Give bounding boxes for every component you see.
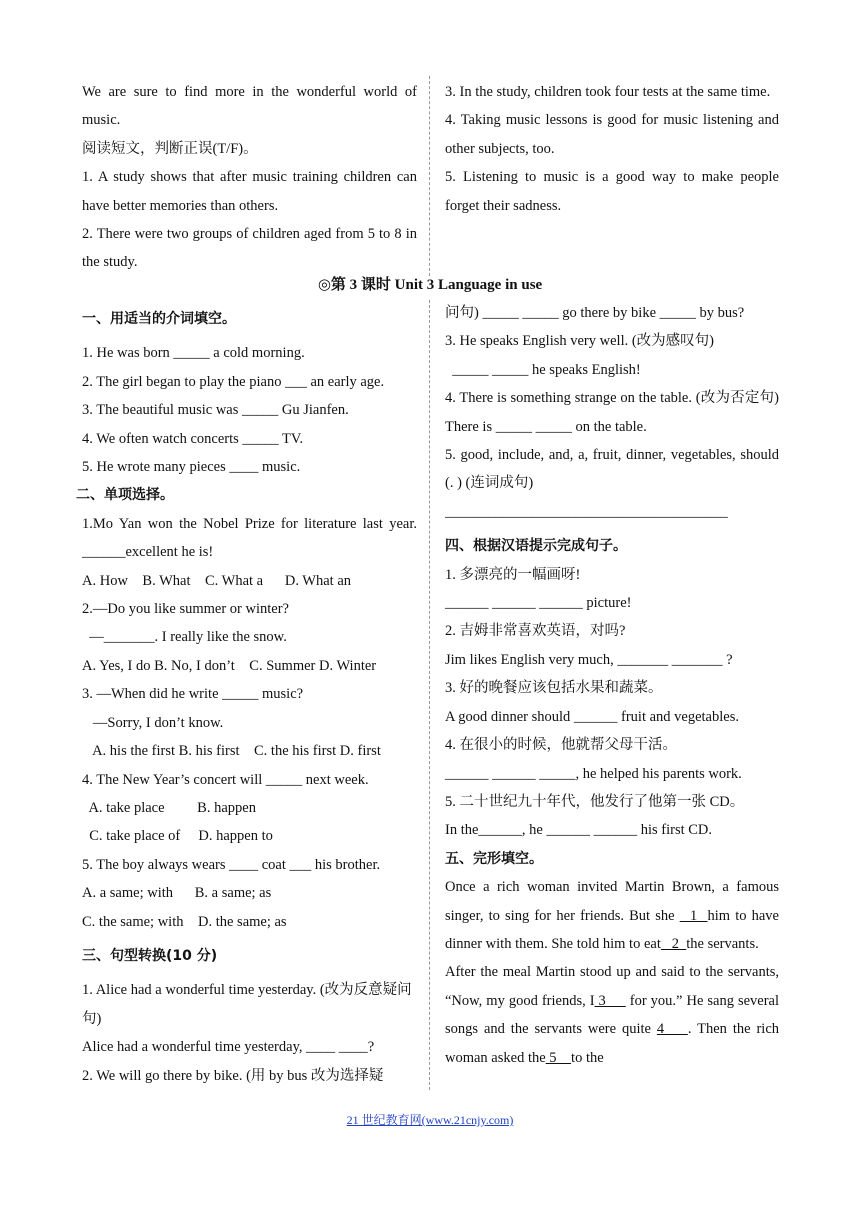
part1-item: 4. We often watch concerts _____ TV.	[82, 430, 304, 447]
part4-item-3-blank: A good dinner should ______ fruit and vegetables.	[445, 708, 739, 725]
part3-item-5: 5. good, include, and, a, fruit, dinner, vegetables, should (. ) (连词成句)	[445, 447, 779, 492]
column-divider	[429, 76, 430, 276]
part3-item-5-blank: _______________________________________	[445, 503, 728, 520]
bottom-left-column	[76, 305, 417, 1090]
cloze-blank-5: 5	[545, 1049, 572, 1066]
part4-item-4: 4. 在很小的时候，他就帮父母干活。	[445, 737, 677, 754]
part1-item: 3. The beautiful music was _____ Gu Jianfen.	[82, 402, 349, 419]
part2-options: A. his the first B. his first C. the his first D. first	[82, 743, 381, 760]
tf-item-1: 1. A study shows that after music training children can have better memories than others.	[82, 169, 417, 214]
part2-options: A. Yes, I do B. No, I don’t C. Summer D. Winter	[82, 657, 377, 674]
cloze-paragraph-1: Once a rich woman invited Martin Brown, a famous singer, to sing for her friends. But she 1 him to have dinner with them. She told him to eat 2 the servants.	[445, 879, 779, 952]
part3-item-4: 4. There is something strange on the table. (改为否定句) There is _____ _____ on the table.	[445, 390, 779, 435]
column-divider	[429, 300, 430, 1090]
part4-item-3: 3. 好的晚餐应该包括水果和蔬菜。	[445, 680, 663, 697]
part2-q5: 5. The boy always wears ____ coat ___ his brother.	[82, 856, 381, 873]
part2-options: A. take place B. happen	[82, 799, 256, 816]
tf-item-3: 3. In the study, children took four tests at the same time.	[445, 84, 771, 100]
part4-item-1: 1. 多漂亮的一幅画呀!	[445, 566, 581, 583]
part2-q4: 4. The New Year’s concert will _____ next week.	[82, 771, 369, 788]
part2-q2: 2.—Do you like summer or winter?	[82, 601, 289, 618]
part3-item-3-blank: _____ _____ he speaks English!	[445, 361, 641, 378]
cloze-blank-2: 2	[660, 935, 687, 952]
part1-item: 5. He wrote many pieces ____ music.	[82, 459, 301, 476]
part4-item-2-blank: Jim likes English very much, _______ _______ ?	[445, 651, 733, 668]
tf-item-2: 2. There were two groups of children aged from 5 to 8 in the study.	[82, 226, 417, 271]
footer-link[interactable]: 21 世纪教育网(www.21cnjy.com)	[346, 1113, 514, 1127]
lesson-title: ◎第 3 课时 Unit 3 Language in use	[317, 277, 543, 293]
part4-item-2: 2. 吉姆非常喜欢英语，对吗?	[445, 623, 626, 640]
tf-item-5: 5. Listening to music is a good way to make people forget their sadness.	[445, 169, 779, 214]
part3-heading: 三、句型转换(10 分)	[82, 947, 218, 964]
part2-options: C. the same; with D. the same; as	[82, 913, 287, 930]
part1-item: 1. He was born _____ a cold morning.	[82, 345, 305, 362]
part2-q2-answer: —_______. I really like the snow.	[82, 629, 287, 646]
cloze-paragraph-2: After the meal Martin stood up and said to the servants, “Now, my good friends, I 3 for you.” He sang several songs and the servants were quite 4 . Then the rich woman asked the 5 to the	[445, 964, 780, 1066]
part1-heading: 一、用适当的介词填空。	[82, 311, 236, 327]
part2-q3-answer: —Sorry, I don’t know.	[82, 714, 224, 731]
part2-options: C. take place of D. happen to	[82, 828, 273, 845]
part3-item-2: 2. We will go there by bike. (用 by bus 改为选择疑	[82, 1067, 384, 1084]
reading-instruction: 阅读短文，判断正误(T/F)。	[82, 140, 258, 157]
part4-item-5: 5. 二十世纪九十年代，他发行了他第一张 CD。	[445, 793, 745, 810]
part3-item-3: 3. He speaks English very well. (改为感叹句)	[445, 333, 715, 350]
passage-end: We are sure to find more in the wonderful world of music.	[82, 84, 417, 129]
part2-options: A. a same; with B. a same; as	[82, 885, 272, 902]
part4-item-4-blank: ______ ______ _____, he helped his parents work.	[445, 765, 742, 782]
part3-item-1-blank: Alice had a wonderful time yesterday, ____ ____?	[82, 1039, 375, 1056]
part5-heading: 五、完形填空。	[445, 850, 543, 867]
part3-item-2-cont: 问句) _____ _____ go there by bike _____ by bus?	[445, 305, 745, 321]
part1-item: 2. The girl began to play the piano ___ an early age.	[82, 373, 385, 390]
part2-q3: 3. —When did he write _____ music?	[82, 686, 304, 703]
part2-options: A. How B. What C. What a D. What an	[82, 572, 352, 589]
part4-item-1-blank: ______ ______ ______ picture!	[445, 595, 632, 612]
top-right-column	[445, 78, 779, 220]
part4-heading: 四、根据汉语提示完成句子。	[445, 538, 627, 555]
top-left-column	[82, 78, 417, 277]
cloze-blank-4: 4	[656, 1021, 688, 1038]
part2-q1: 1.Mo Yan won the Nobel Prize for literature last year. ______excellent he is!	[82, 515, 417, 561]
part3-item-1: 1. Alice had a wonderful time yesterday. (改为反意疑问句)	[82, 982, 412, 1027]
part4-item-5-blank: In the______, he ______ ______ his first CD.	[445, 822, 713, 839]
bottom-right-column	[445, 299, 779, 1072]
cloze-blank-1: 1	[679, 907, 708, 924]
cloze-blank-3: 3	[594, 992, 626, 1009]
part2-heading: 二、单项选择。	[76, 487, 174, 504]
tf-item-4: 4. Taking music lessons is good for music listening and other subjects, too.	[445, 112, 779, 157]
